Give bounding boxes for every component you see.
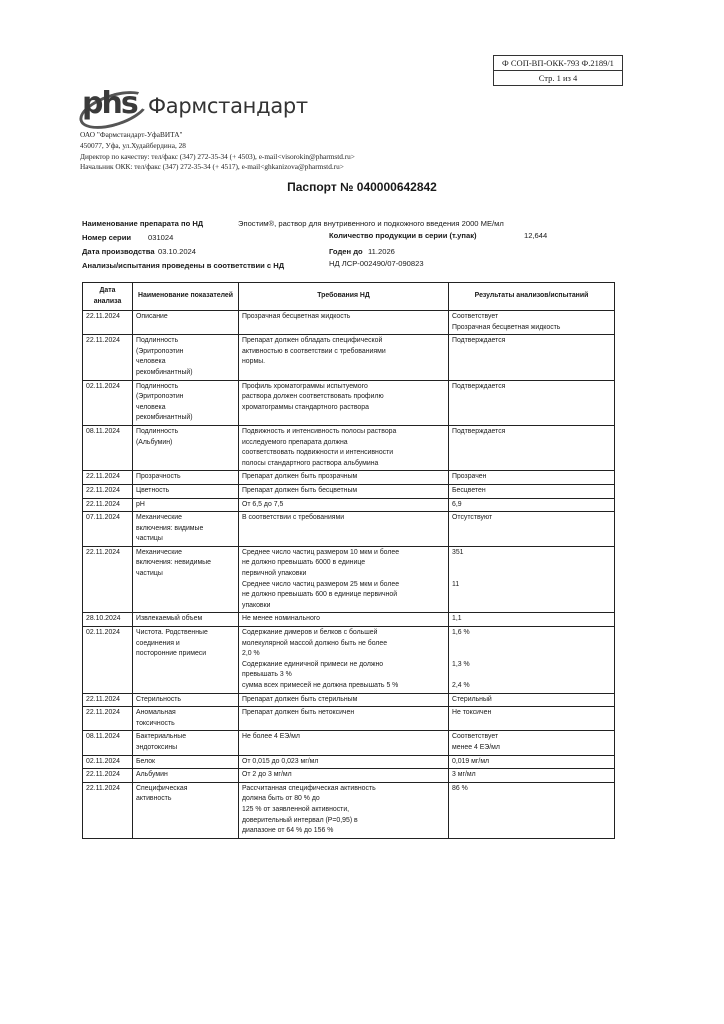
expiry-value: 11.2026 (368, 247, 395, 256)
result-line: 86 % (452, 784, 468, 792)
table-row (83, 613, 615, 627)
parameter-name-line: Специфическая (136, 784, 188, 792)
requirement-line: В соответствии с требованиями (242, 514, 345, 522)
expiry-label: Годен до (329, 247, 363, 256)
requirement-line: Прозрачная бесцветная жидкость (242, 313, 351, 320)
analysis-date: 02.11.2024 (83, 755, 133, 769)
requirement-cell (239, 782, 449, 838)
page-title: Паспорт № 040000642842 (287, 180, 437, 194)
requirement-line: активностью в соответствии с требованиями (242, 347, 386, 355)
table-row (83, 380, 615, 425)
result-line: менее 4 ЕЭ/мл (452, 743, 500, 751)
parameter-name-line: Бактериальные (136, 733, 187, 741)
parameter-name-line: человека (136, 358, 166, 366)
requirement-cell (239, 484, 449, 498)
result-line (452, 569, 611, 580)
table-row (83, 425, 615, 470)
parameter-name-line: Чистота. Родственные (136, 629, 208, 637)
requirement-cell (239, 335, 449, 380)
quantity-label: Количество продукции в серии (т.упак) (329, 231, 477, 240)
parameter-name-line: включения: невидимые (136, 559, 211, 567)
company-name: ОАО "Фармстандарт-УфаВИТА" (80, 130, 183, 139)
table-row (83, 707, 615, 731)
analysis-date: 08.11.2024 (83, 425, 133, 470)
result-cell (449, 335, 615, 380)
table-row (83, 627, 615, 694)
requirement-line: От 2 до 3 мг/мл (242, 771, 292, 779)
parameter-name-cell (133, 782, 239, 838)
requirement-line: молекулярной массой должно быть не более (242, 639, 388, 647)
analysis-date: 07.11.2024 (83, 512, 133, 547)
requirement-line: Профиль хроматограммы испытуемого (242, 382, 368, 390)
director-contact: Директор по качеству: тел/факс (347) 272-35-34 (+ 4503), e-mail<visorokin@pharmstd.ru> (80, 151, 355, 161)
table-row (83, 484, 615, 498)
table-row (83, 782, 615, 838)
table-row (83, 498, 615, 512)
analysis-date: 28.10.2024 (83, 613, 133, 627)
parameter-name-line: токсичность (136, 719, 175, 727)
parameter-name-line: Белок (136, 757, 156, 765)
requirement-cell (239, 311, 449, 335)
requirement-line: От 6,5 до 7,5 (242, 500, 284, 508)
production-date-label: Дата производства (82, 247, 155, 256)
phs-logo-icon (78, 84, 142, 128)
analysis-date: 02.11.2024 (83, 380, 133, 425)
requirement-line: От 0,015 до 0,023 мг/мл (242, 757, 319, 765)
parameter-name-line: Подлинность (136, 337, 179, 345)
parameter-name-cell (133, 731, 239, 755)
series-label: Номер серии (82, 233, 132, 242)
parameter-name-cell (133, 755, 239, 769)
parameter-name-line: частицы (136, 535, 163, 543)
result-line: Прозрачная бесцветная жидкость (452, 323, 561, 331)
parameter-name-line: (Эритропоэтин (136, 393, 184, 401)
results-table (82, 282, 615, 839)
result-line: 1,3 % (452, 660, 470, 668)
requirement-cell (239, 512, 449, 547)
parameter-name-cell (133, 546, 239, 613)
result-cell (449, 613, 615, 627)
parameter-name-line: Аномальная (136, 709, 176, 717)
requirement-line: упаковки (242, 601, 271, 609)
analysis-date: 08.11.2024 (83, 731, 133, 755)
requirement-line: соответствовать подвижности и интенсивности (242, 449, 394, 457)
requirement-line: Препарат должен быть прозрачным (242, 473, 358, 481)
requirement-cell (239, 546, 449, 613)
doc-page-number: Стр. 1 из 4 (494, 70, 622, 85)
result-cell (449, 731, 615, 755)
table-row (83, 731, 615, 755)
parameter-name-cell (133, 335, 239, 380)
parameter-name-line: Механические (136, 548, 182, 556)
analysis-date: 02.11.2024 (83, 627, 133, 694)
result-line: Не токсичен (452, 709, 492, 717)
result-line: 6,9 (452, 500, 462, 508)
parameter-name-line: Прозрачность (136, 473, 181, 481)
requirement-line: Не более 4 ЕЭ/мл (242, 733, 300, 741)
requirement-cell (239, 425, 449, 470)
result-line: 1,1 (452, 615, 462, 623)
nd-label: Анализы/испытания проведены в соответствии с НД (82, 261, 285, 270)
parameter-name-line: pH (136, 500, 145, 508)
requirement-line: Содержание единичной примеси не должно (242, 660, 384, 668)
parameter-name-cell (133, 707, 239, 731)
requirement-cell (239, 769, 449, 783)
requirement-line: сумма всех примесей не должна превышать 5 % (242, 682, 399, 689)
requirement-line: должна быть от 80 % до (242, 795, 320, 803)
header-requirements: Требования НД (239, 283, 449, 311)
requirement-cell (239, 471, 449, 485)
result-line (452, 670, 611, 681)
requirement-line: Среднее число частиц размером 10 мкм и более (242, 548, 400, 556)
analysis-date: 22.11.2024 (83, 484, 133, 498)
parameter-name-cell (133, 380, 239, 425)
result-cell (449, 546, 615, 613)
series-value: 031024 (148, 233, 174, 242)
result-line: Соответствует (452, 733, 499, 741)
result-cell (449, 769, 615, 783)
nd-value: НД ЛСР-002490/07-090823 (329, 259, 424, 268)
analysis-date: 22.11.2024 (83, 335, 133, 380)
parameter-name-line: Альбумин (136, 771, 168, 779)
product-label: Наименование препарата по НД (82, 219, 204, 228)
table-row (83, 335, 615, 380)
requirement-line: исследуемого препарата должна (242, 438, 348, 446)
header-parameter: Наименование показателей (133, 283, 239, 311)
requirement-line: хроматограммы стандартного раствора (242, 403, 369, 411)
analysis-date: 22.11.2024 (83, 693, 133, 707)
quantity-value: 12,644 (524, 231, 548, 240)
requirement-cell (239, 613, 449, 627)
requirement-line: Среднее число частиц размером 25 мкм и более (242, 580, 400, 588)
parameter-name-line: человека (136, 403, 166, 411)
result-line: Бесцветен (452, 486, 486, 494)
table-row (83, 769, 615, 783)
requirement-line: не должно превышать 600 в единице первичной (242, 591, 398, 599)
result-cell (449, 755, 615, 769)
parameter-name-cell (133, 425, 239, 470)
parameter-name-cell (133, 311, 239, 335)
company-address: 450077, Уфа, ул.Худайбердина, 28 (80, 140, 186, 150)
result-cell (449, 627, 615, 694)
requirement-line: Препарат должен быть бесцветным (242, 486, 358, 494)
requirement-line: 2,0 % (242, 650, 260, 658)
requirement-line: доверительный интервал (Р=0,95) в (242, 816, 358, 824)
table-row (83, 546, 615, 613)
header-results: Результаты анализов/испытаний (449, 283, 615, 311)
result-cell (449, 380, 615, 425)
okk-head-contact: Начальник ОКК: тел/факс (347) 272-35-34 (+ 4517), e-mail<ghkanizova@pharmstd.ru> (80, 162, 344, 172)
product-value: Эпостим®, раствор для внутривенного и подкожного введения 2000 МЕ/мл (238, 219, 504, 228)
parameter-name-line: частицы (136, 570, 163, 578)
requirement-line: Препарат должен быть стерильным (242, 695, 358, 703)
result-line: 351 (452, 548, 464, 556)
result-cell (449, 498, 615, 512)
result-line: 2,4 % (452, 682, 470, 689)
result-line: Стерильный (452, 695, 492, 703)
parameter-name-cell (133, 484, 239, 498)
analysis-date: 22.11.2024 (83, 769, 133, 783)
parameter-name-line: посторонние примеси (136, 650, 207, 658)
analysis-date: 22.11.2024 (83, 546, 133, 613)
requirement-cell (239, 498, 449, 512)
result-line: 1,6 % (452, 629, 470, 637)
parameter-name-line: Цветность (136, 486, 170, 494)
parameter-name-line: (Альбумин) (136, 438, 173, 446)
parameter-name-line: Подлинность (136, 427, 179, 435)
requirement-line: нормы. (242, 358, 266, 366)
parameter-name-cell (133, 627, 239, 694)
parameter-name-line: Описание (136, 313, 168, 320)
result-line: Отсутствуют (452, 514, 493, 522)
result-line (452, 558, 611, 569)
header-date: Дата анализа (83, 283, 133, 311)
parameter-name-line: эндотоксины (136, 743, 178, 751)
requirement-cell (239, 755, 449, 769)
requirement-line: первичной упаковки (242, 570, 307, 578)
requirement-line: полосы стандартного раствора альбумина (242, 459, 379, 467)
parameter-name-line: Подлинность (136, 382, 179, 390)
logo-mark-text: phs (82, 86, 137, 121)
parameter-name-line: рекомбинантный) (136, 414, 193, 422)
parameter-name-line: соединения и (136, 639, 180, 647)
parameter-name-cell (133, 693, 239, 707)
production-date-value: 03.10.2024 (158, 247, 197, 256)
analysis-date: 22.11.2024 (83, 471, 133, 485)
result-line: Подтверждается (452, 337, 506, 345)
requirement-cell (239, 693, 449, 707)
analysis-date: 22.11.2024 (83, 782, 133, 838)
requirement-line: Не менее номинального (242, 615, 320, 623)
result-cell (449, 707, 615, 731)
requirement-cell (239, 380, 449, 425)
company-contacts (80, 130, 355, 173)
table-row (83, 755, 615, 769)
result-cell (449, 311, 615, 335)
table-row (83, 512, 615, 547)
requirement-line: диапазоне от 64 % до 156 % (242, 827, 334, 835)
result-cell (449, 484, 615, 498)
parameter-name-cell (133, 769, 239, 783)
parameter-name-line: (Эритропоэтин (136, 347, 184, 355)
result-line: Подтверждается (452, 382, 506, 390)
result-cell (449, 425, 615, 470)
requirement-line: раствора должен соответствовать профилю (242, 393, 384, 401)
requirement-line: 125 % от заявленной активности, (242, 805, 350, 813)
result-line (452, 649, 611, 660)
table-row (83, 693, 615, 707)
parameter-name-cell (133, 512, 239, 547)
parameter-name-line: рекомбинантный) (136, 368, 193, 376)
analysis-date: 22.11.2024 (83, 311, 133, 335)
requirement-cell (239, 707, 449, 731)
requirement-line: Подвижность и интенсивность полосы раствора (242, 427, 397, 435)
doc-reference-box (493, 55, 623, 86)
requirement-line: Рассчитанная специфическая активность (242, 784, 376, 792)
parameter-name-line: Извлекаемый объем (136, 615, 203, 623)
result-line: Подтверждается (452, 427, 506, 435)
requirement-line: Препарат должен быть нетоксичен (242, 709, 355, 717)
requirement-line: превышать 3 % (242, 671, 292, 679)
result-cell (449, 693, 615, 707)
parameter-name-line: включения: видимые (136, 524, 204, 532)
logo-company-name: Фармстандарт (148, 94, 308, 118)
parameter-name-line: Стерильность (136, 695, 182, 703)
result-line (452, 639, 611, 650)
requirement-cell (239, 627, 449, 694)
table-row (83, 471, 615, 485)
company-logo (78, 84, 308, 128)
result-line: Прозрачен (452, 473, 487, 481)
analysis-date: 22.11.2024 (83, 707, 133, 731)
result-line: Соответствует (452, 313, 499, 320)
result-cell (449, 471, 615, 485)
result-line: 0,019 мг/мл (452, 757, 490, 765)
parameter-name-line: активность (136, 795, 172, 803)
table-row (83, 311, 615, 335)
result-line: 11 (452, 580, 460, 588)
result-line: 3 мг/мл (452, 771, 476, 779)
result-cell (449, 782, 615, 838)
requirement-line: Препарат должен обладать специфической (242, 337, 383, 345)
parameter-name-cell (133, 471, 239, 485)
doc-form-code: Ф СОП-ВП-ОКК-793 Ф.2189/1 (502, 58, 614, 68)
requirement-cell (239, 731, 449, 755)
parameter-name-cell (133, 498, 239, 512)
requirement-line: Содержание димеров и белков с большей (242, 629, 378, 637)
parameter-name-line: Механические (136, 514, 182, 522)
requirement-line: не должно превышать 6000 в единице (242, 559, 366, 567)
analysis-date: 22.11.2024 (83, 498, 133, 512)
result-cell (449, 512, 615, 547)
table-header-row (83, 283, 615, 311)
parameter-name-cell (133, 613, 239, 627)
table-body (83, 311, 615, 839)
